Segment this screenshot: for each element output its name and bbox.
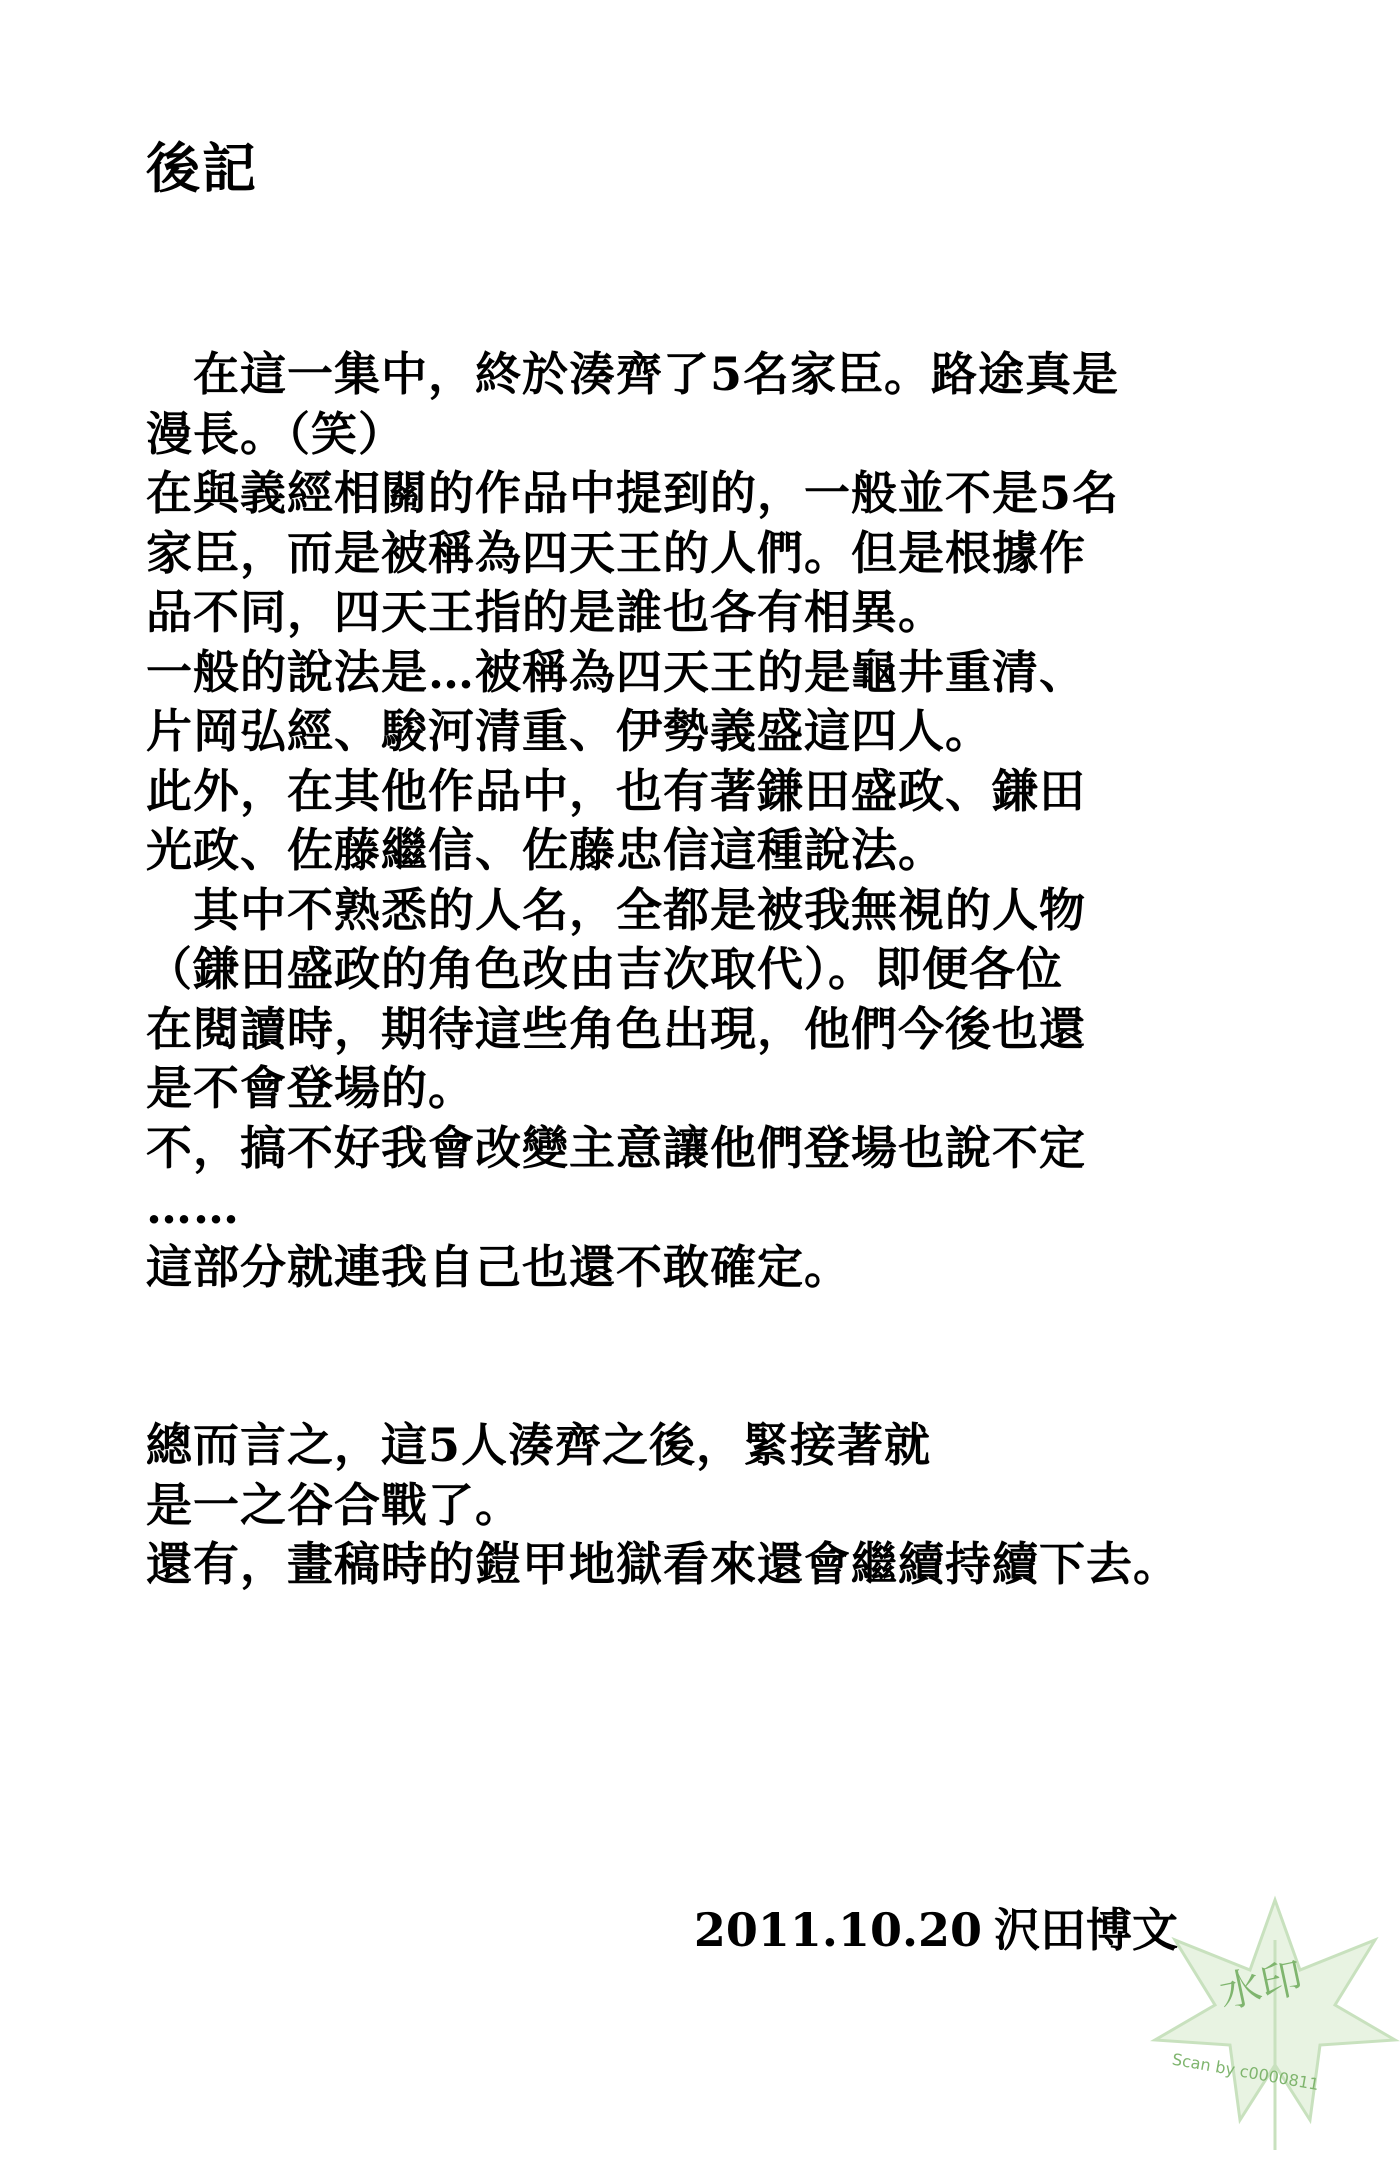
text-line: 其中不熟悉的人名，全都是被我無視的人物	[146, 882, 1086, 937]
signature-date: 2011.10.20	[693, 1903, 982, 1957]
leaf-shape	[1155, 1900, 1395, 2150]
text-line: 家臣，而是被稱為四天王的人們。但是根據作	[146, 525, 1086, 580]
scan-watermark-leaf-icon	[1150, 1880, 1400, 2163]
text-line: 總而言之，這5人湊齊之後，緊接著就	[146, 1418, 932, 1472]
text-line: 在與義經相關的作品中提到的，一般並不是5名	[146, 466, 1120, 520]
text-line: 一般的說法是…被稱為四天王的是龜井重清、	[146, 644, 1086, 699]
text-line: 還有，畫稿時的鎧甲地獄看來還會繼續持續下去。	[146, 1537, 1180, 1591]
text-line: 漫長。（笑）	[146, 406, 405, 461]
text-line: 是一之谷合戰了。	[146, 1477, 522, 1532]
text-line: 此外，在其他作品中，也有著鎌田盛政、鎌田	[146, 763, 1086, 818]
text-line: 品不同，四天王指的是誰也各有相異。	[146, 585, 945, 639]
text-line: 是不會登場的。	[146, 1061, 475, 1115]
text-line: ……	[146, 1180, 240, 1234]
text-line: 不，搞不好我會改變主意讓他們登場也說不定	[146, 1120, 1086, 1175]
page-title: 後記	[146, 136, 258, 200]
signature	[694, 1900, 1178, 1960]
watermark-credit: Scan by c0000811	[1170, 2049, 1321, 2095]
signature-author: 沢田博文	[994, 1903, 1178, 1957]
paragraph-gap	[146, 1297, 1276, 1416]
watermark-text: 水印	[1214, 1952, 1308, 2018]
text-line: 這部分就連我自己也還不敢確定。	[146, 1239, 851, 1294]
text-line: 片岡弘經、駿河清重、伊勢義盛這四人。	[146, 704, 992, 758]
text-line: 光政、佐藤繼信、佐藤忠信這種說法。	[146, 823, 945, 877]
text-line: （鎌田盛政的角色改由吉次取代）。即便各位	[146, 942, 1063, 996]
text-line: 在閱讀時，期待這些角色出現，他們今後也還	[146, 1001, 1086, 1056]
afterword-body	[146, 345, 1276, 1595]
text-line: 在這一集中，終於湊齊了5名家臣。路途真是	[146, 347, 1120, 401]
